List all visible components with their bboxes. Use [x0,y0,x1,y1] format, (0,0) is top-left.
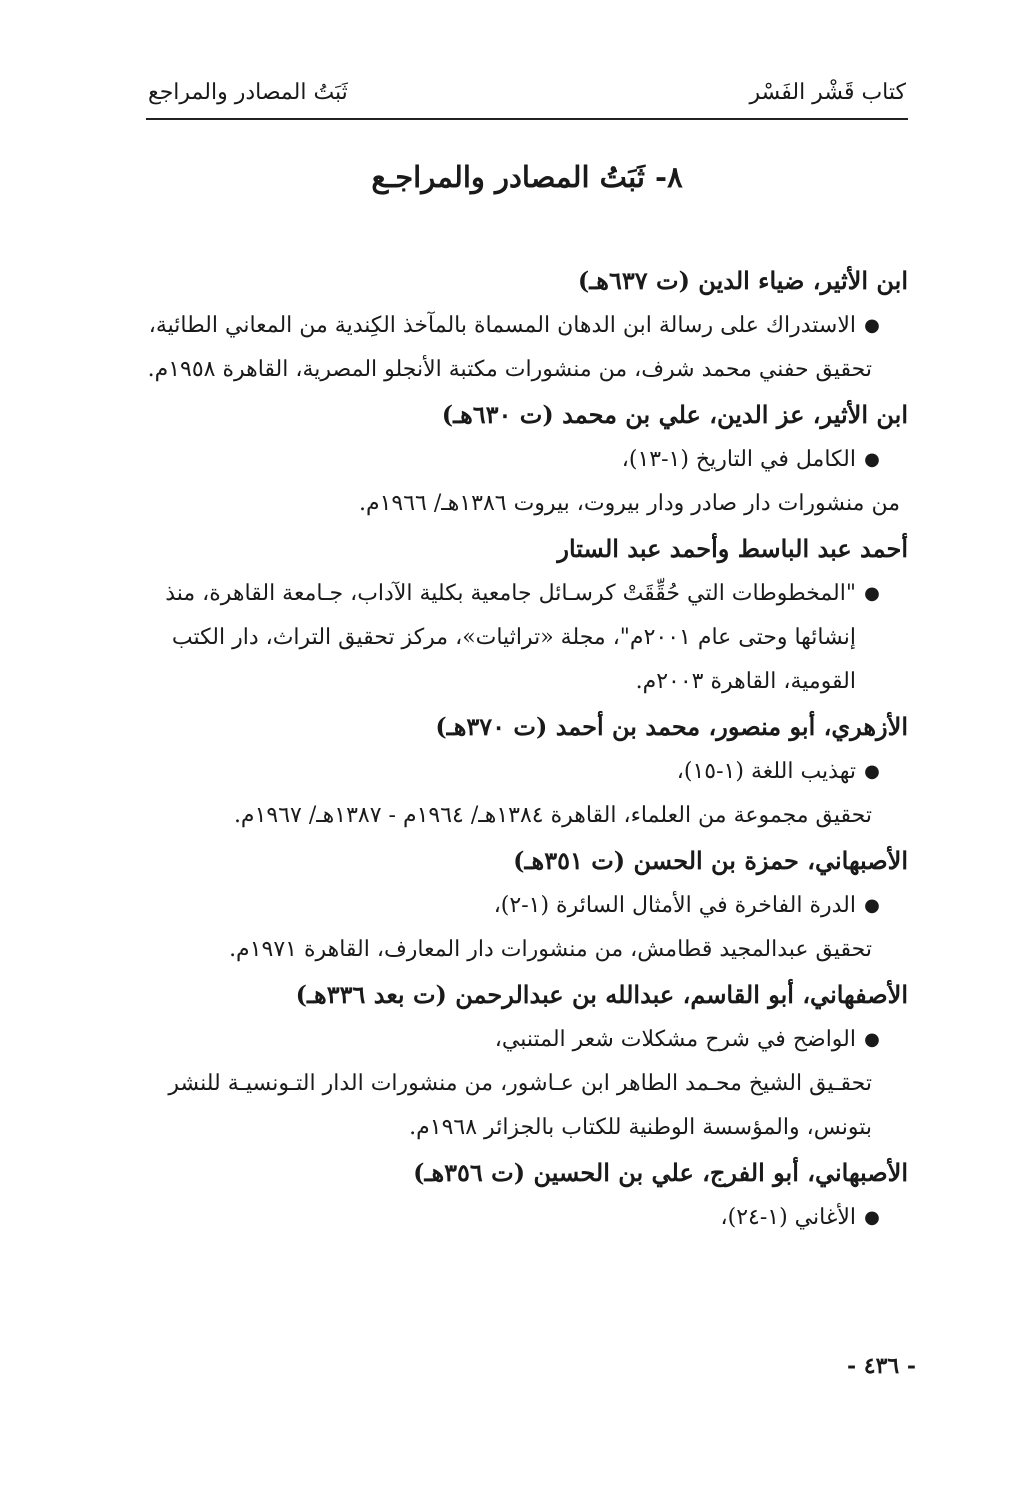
bullet-icon: ● [864,761,880,782]
chapter-title: ثَبَتُ المصادر والمراجع [148,80,348,105]
reference-work-title: تهذيب اللغة (١-١٥)، [676,759,856,784]
reference-work [146,750,908,794]
reference-work [146,884,908,928]
bullet-icon: ● [864,895,880,916]
reference-details: تحقيق حفني محمد شرف، من منشورات مكتبة الأنجلو المصرية، القاهرة ١٩٥٨م. [147,357,872,382]
reference-work [146,1018,908,1062]
reference-author: الأصبهاني، حمزة بن الحسن (ت ٣٥١هـ) [513,846,908,875]
reference-work-title: الواضح في شرح مشكلات شعر المتنبي، [494,1027,856,1052]
bullet-icon: ● [864,1207,880,1228]
reference-author: الأزهري، أبو منصور، محمد بن أحمد (ت ٣٧٠هـ) [435,712,908,741]
reference-entry [146,972,908,1150]
reference-work [146,304,908,348]
reference-details: من منشورات دار صادر ودار بيروت، بيروت ١٣٨٦هـ/ ١٩٦٦م. [358,491,900,516]
reference-author: ابن الأثير، عز الدين، علي بن محمد (ت ٦٣٠هـ) [441,400,908,429]
reference-work-title: الدرة الفاخرة في الأمثال السائرة (١-٢)، [493,893,856,918]
reference-work-title: الكامل في التاريخ (١-١٣)، [621,447,856,472]
reference-details: تحقيق مجموعة من العلماء، القاهرة ١٣٨٤هـ/ ١٩٦٤م - ١٣٨٧هـ/ ١٩٦٧م. [233,803,872,828]
references-list [146,258,908,1240]
bullet-icon: ● [864,449,880,470]
bullet-icon: ● [864,315,880,336]
reference-entry [146,392,908,526]
running-header [146,78,908,120]
reference-details: تحقـيق الشيخ محـمد الطاهر ابن عـاشور، من منشورات الدار التـونسيـة للنشر بتونس، والمؤسسة الوطنية للكتاب بالجزائر ١٩٦٨م. [168,1071,872,1140]
bullet-icon: ● [864,583,880,604]
reference-entry [146,838,908,972]
reference-author: الأصبهاني، أبو الفرج، علي بن الحسين (ت ٣٥٦هـ) [413,1158,908,1187]
reference-work-title: "المخطوطات التي حُقِّقَتْ كرسـائل جامعية بكلية الآداب، جـامعة القاهرة، منذ إنشائها وحتى عام ٢٠٠١م"، مجلة «تراثيات»، مركز تحقيق التراث، دار الكتب القومية، القاهرة ٢٠٠٣م. [165,581,856,694]
reference-entry [146,258,908,392]
reference-details: تحقيق عبدالمجيد قطامش، من منشورات دار المعارف، القاهرة ١٩٧١م. [229,937,872,962]
reference-work-title: الأغاني (١-٢٤)، [720,1205,856,1230]
reference-work [146,438,908,482]
reference-work [146,572,908,704]
bullet-icon: ● [864,1029,880,1050]
reference-entry [146,704,908,838]
reference-work-title: الاستدراك على رسالة ابن الدهان المسماة بالمآخذ الكِندية من المعاني الطائية، [148,313,856,338]
section-title: ٨- ثَبَتُ المصادر والمراجـع [371,160,683,194]
reference-author: أحمد عبد الباسط وأحمد عبد الستار [557,534,908,563]
page-number: - ٤٣٦ - [846,1353,916,1379]
reference-entry [146,526,908,704]
reference-author: ابن الأثير، ضياء الدين (ت ٦٣٧هـ) [577,266,908,295]
reference-entry [146,1150,908,1240]
reference-work [146,1196,908,1240]
reference-author: الأصفهاني، أبو القاسم، عبدالله بن عبدالرحمن (ت بعد ٣٣٦هـ) [295,980,908,1009]
book-title: كتاب قَشْر الفَسْر [749,80,906,105]
